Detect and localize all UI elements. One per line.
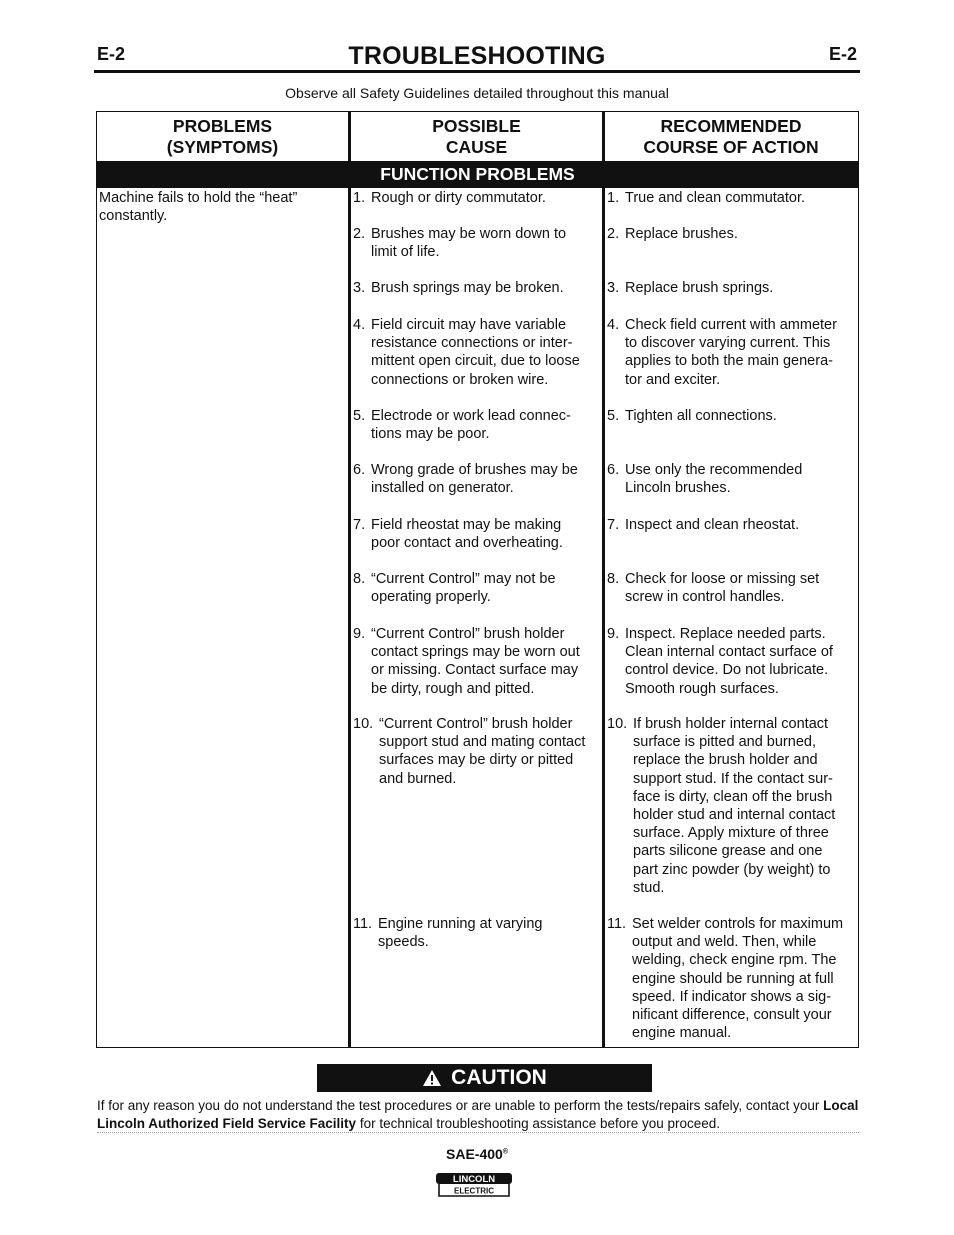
action-item: 3. Replace brush springs.	[607, 280, 774, 296]
cause-item: 5. Electrode or work lead connec- tions may be poor.	[353, 408, 571, 443]
header-problems: PROBLEMS (SYMPTOMS)	[166, 115, 279, 157]
footer-rule	[97, 1132, 859, 1133]
cause-item: 8. “Current Control” may not be operating properly.	[353, 571, 556, 606]
model-name	[0, 1146, 954, 1162]
cause-item: 10. “Current Control” brush holder support stud and mating contact surfaces may be dirty or pitted and burned.	[353, 716, 586, 787]
registered-mark: ®	[502, 1148, 508, 1156]
action-item: 4. Check field current with ammeter to discover varying current. This applies to both the main genera- tor and exciter.	[607, 317, 837, 388]
title-rule	[94, 70, 860, 73]
page-title: TROUBLESHOOTING	[348, 42, 606, 70]
action-item: 7. Inspect and clean rheostat.	[607, 517, 800, 533]
caution-text	[97, 1097, 862, 1133]
action-item: 9. Inspect. Replace needed parts. Clean internal contact surface of control device. Do not lubricate. Smooth rough surfaces.	[607, 626, 833, 697]
caution-banner	[317, 1064, 652, 1092]
cause-item: 4. Field circuit may have variable resistance connections or inter- mittent open circuit, due to loose connections or broken wire.	[353, 317, 580, 388]
symptom-text: Machine fails to hold the “heat” constantly.	[99, 190, 298, 224]
action-item: 11. Set welder controls for maximum output and weld. Then, while welding, check engine rpm. The engine should be running at full speed. If indicator shows a sig- nificant difference, consult your engine manual.	[607, 916, 844, 1042]
svg-text:ELECTRIC: ELECTRIC	[454, 1186, 494, 1196]
cause-item: 6. Wrong grade of brushes may be installed on generator.	[353, 462, 578, 497]
column-divider	[602, 112, 605, 1047]
action-item: 5. Tighten all connections.	[607, 408, 777, 424]
caution-label: CAUTION	[451, 1066, 547, 1089]
safety-note: Observe all Safety Guidelines detailed throughout this manual	[285, 85, 669, 101]
troubleshooting-table	[96, 111, 859, 1048]
caution-text-part1: If for any reason you do not understand the test procedures or are unable to perform the tests/repairs safely, contact your	[97, 1098, 824, 1113]
warning-triangle-icon	[422, 1069, 442, 1087]
caution-text-bold: Local Lincoln Authorized Field Service Facility	[97, 1098, 859, 1131]
cause-item: 3. Brush springs may be broken.	[353, 280, 564, 296]
model-text: SAE-400	[446, 1146, 503, 1162]
cause-item: 1. Rough or dirty commutator.	[353, 190, 546, 206]
action-item: 10. If brush holder internal contact surface is pitted and burned, replace the brush holder and support stud. If the contact sur- face is dirty, clean off the brush holder stud and internal contact surface. Apply mixture of three parts silicone grease and one part zinc powder (by weight) to stud.	[607, 716, 836, 896]
header-recommended-action: RECOMMENDED COURSE OF ACTION	[643, 115, 819, 157]
svg-text:LINCOLN: LINCOLN	[452, 1174, 496, 1185]
page-code-left: E-2	[97, 44, 126, 64]
cause-item: 7. Field rheostat may be making poor contact and overheating.	[353, 517, 563, 552]
action-item: 6. Use only the recommended Lincoln brushes.	[607, 462, 803, 497]
header-possible-cause: POSSIBLE CAUSE	[432, 115, 521, 157]
caution-text-part2: for technical troubleshooting assistance before you proceed.	[356, 1116, 721, 1131]
action-item: 2. Replace brushes.	[607, 226, 738, 242]
section-title: FUNCTION PROBLEMS	[97, 161, 858, 188]
cause-item: 9. “Current Control” brush holder contact springs may be worn out or missing. Contact surface may be dirty, rough and pitted.	[353, 626, 580, 697]
action-item: 1. True and clean commutator.	[607, 190, 805, 206]
lincoln-electric-logo	[435, 1172, 513, 1203]
action-item: 8. Check for loose or missing set screw in control handles.	[607, 571, 820, 606]
column-divider	[348, 112, 351, 1047]
cause-item: 11. Engine running at varying speeds.	[353, 916, 543, 951]
page-code-right: E-2	[828, 44, 857, 64]
cause-item: 2. Brushes may be worn down to limit of life.	[353, 226, 567, 261]
